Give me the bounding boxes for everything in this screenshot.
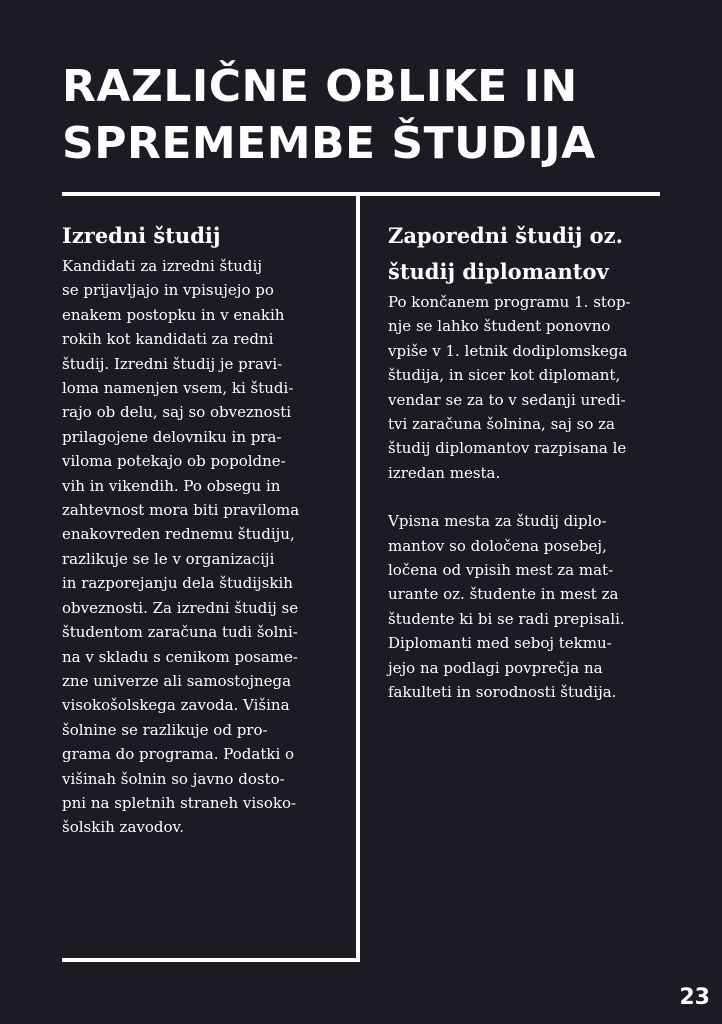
top-divider	[62, 192, 660, 196]
text-line: ločena od vpisih mest za mat-	[388, 561, 614, 580]
text-line: vendar se za to v sedanji uredi-	[388, 390, 626, 409]
text-line: vih in vikendih. Po obsegu in	[62, 476, 281, 495]
column-divider	[356, 192, 360, 962]
text-line: izredan mesta.	[388, 463, 501, 482]
text-line: visokošolskega zavoda. Višina	[62, 696, 290, 715]
text-line: študij diplomantov razpisana le	[388, 439, 627, 458]
text-line: viloma potekajo ob popoldne-	[62, 452, 286, 471]
text-line: se prijavljajo in vpisujejo po	[62, 281, 274, 300]
right-heading-line-2: študij diplomantov	[388, 259, 609, 284]
left-heading-text: Izredni študij	[62, 223, 221, 248]
text-line: urante oz. študente in mest za	[388, 585, 619, 604]
left-column	[62, 218, 347, 840]
text-line: rokih kot kandidati za redni	[62, 330, 274, 349]
text-line: Po končanem programu 1. stop-	[388, 293, 631, 311]
text-line: mantov so določena posebej,	[388, 536, 607, 555]
right-column	[388, 218, 673, 705]
text-line: šolskih zavodov.	[62, 818, 184, 837]
page-title-line-2: SPREMEMBE ŠTUDIJA	[62, 118, 596, 169]
text-line: študentom zaračuna tudi šolni-	[62, 623, 298, 642]
text-line: Vpisna mesta za študij diplo-	[388, 512, 607, 531]
text-line: tvi zaračuna šolnina, saj so za	[388, 415, 615, 434]
text-line: rajo ob delu, saj so obveznosti	[62, 403, 292, 422]
left-heading	[62, 218, 347, 254]
text-line: zne univerze ali samostojnega	[62, 671, 292, 690]
text-line: jejo na podlagi povprečja na	[388, 658, 603, 677]
text-line: na v skladu s cenikom posame-	[62, 647, 298, 666]
page-number: 23	[679, 985, 710, 1010]
text-line: loma namenjen vsem, ki študi-	[62, 379, 294, 398]
text-line: študente ki bi se radi prepisali.	[388, 609, 625, 628]
text-line: obveznosti. Za izredni študij se	[62, 598, 299, 617]
text-line: vpiše v 1. letnik dodiplomskega	[388, 341, 628, 360]
text-line: pni na spletnih straneh visoko-	[62, 793, 297, 812]
text-line: fakulteti in sorodnosti študija.	[388, 683, 617, 702]
text-line: višinah šolnin so javno dosto-	[62, 769, 285, 788]
right-heading-line-1: Zaporedni študij oz.	[388, 223, 623, 248]
text-line: študij. Izredni študij je pravi-	[62, 354, 283, 373]
text-line: Kandidati za izredni študij	[62, 257, 262, 275]
page-title-line-1: RAZLIČNE OBLIKE IN	[62, 61, 578, 112]
text-line: študija, in sicer kot diplomant,	[388, 366, 621, 385]
text-line: šolnine se razlikuje od pro-	[62, 720, 268, 739]
text-line: enakovreden rednemu študiju,	[62, 525, 295, 544]
left-paragraph	[62, 254, 347, 840]
text-line: nje se lahko študent ponovno	[388, 317, 611, 336]
text-line: in razporejanju dela študijskih	[62, 574, 293, 593]
text-line: enakem postopku in v enakih	[62, 305, 285, 324]
page-title	[62, 58, 596, 172]
right-paragraph-1	[388, 290, 673, 485]
text-line: grama do programa. Podatki o	[62, 745, 295, 764]
text-line: razlikuje se le v organizaciji	[62, 549, 275, 568]
right-paragraph-2	[388, 509, 673, 704]
text-line: prilagojene delovniku in pra-	[62, 427, 282, 446]
right-heading	[388, 218, 673, 290]
text-line: zahtevnost mora biti praviloma	[62, 501, 300, 520]
bottom-divider	[62, 958, 360, 962]
text-line: Diplomanti med seboj tekmu-	[388, 634, 612, 653]
